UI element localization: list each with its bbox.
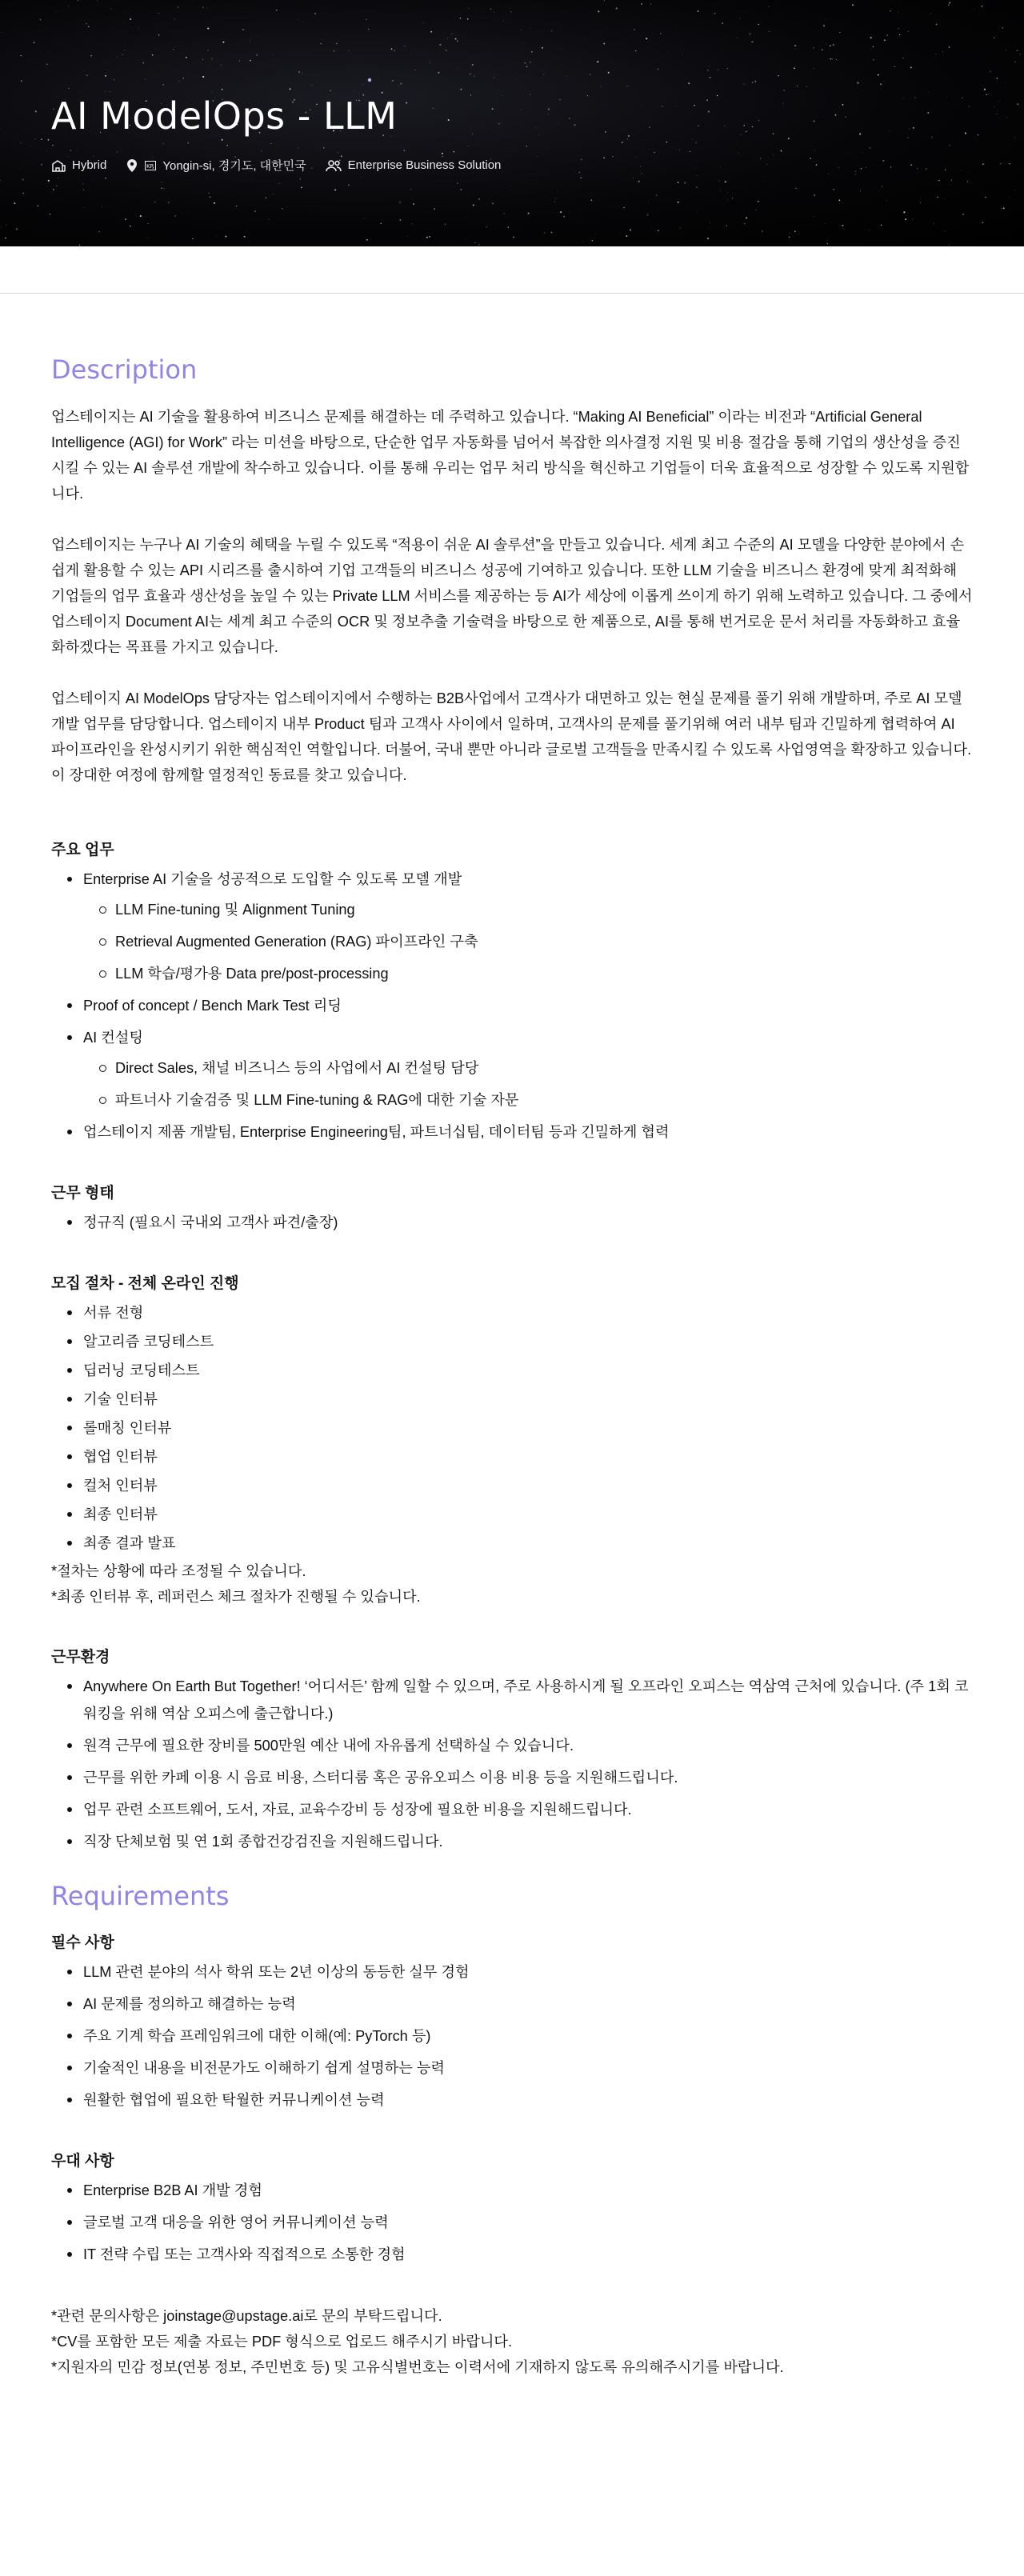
list-item: 주요 기계 학습 프레임워크에 대한 이해(예: PyTorch 등) (51, 2022, 973, 2050)
list-item: 근무를 위한 카페 이용 시 음료 비용, 스터디룸 혹은 공유오피스 이용 비용 등을 지원해드립니다. (51, 1764, 973, 1791)
list-item-text: Enterprise AI 기술을 성공적으로 도입할 수 있도록 모델 개발 (83, 871, 462, 887)
description-paragraph: 업스테이지는 누구나 AI 기술의 혜택을 누릴 수 있도록 “적용이 쉬운 AI 솔루션”을 만들고 있습니다. 세계 최고 수준의 AI 모델을 다양한 분야에서 손쉽게 활용할 수 있는 API 시리즈를 출시하여 기업 고객들의 비즈니스 성공에 기여하고 있습니다. 또한 LLM 기술을 비즈니스 환경에 맞게 최적화해 기업들의 업무 효율과 생산성을 높일 수 있는 Private LLM 서비스를 제공하는 등 AI가 세상에 이롭게 쓰이게 하기 위해 노력하고 있습니다. 그 중에서 업스테이지 Document AI는 세계 최고 수준의 OCR 및 정보추출 기술력을 바탕으로 한 제품으로, AI를 통해 번거로운 문서 처리를 자동화하고 효율화하겠다는 목표를 가지고 있습니다. (51, 537, 973, 655)
list-item (51, 1024, 973, 1114)
job-description-body (0, 354, 1024, 2380)
section-divider (0, 293, 1024, 294)
list-item: LLM Fine-tuning 및 Alignment Tuning (83, 896, 973, 923)
process-heading: 모집 절차 - 전체 온라인 진행 (51, 1275, 239, 1292)
meta-team-text: Enterprise Business Solution (347, 158, 502, 172)
list-item: 직장 단체보험 및 연 1회 종합건강검진을 지원해드립니다. (51, 1828, 973, 1855)
list-item: Enterprise B2B AI 개발 경험 (51, 2177, 973, 2204)
list-item: 파트너사 기술검증 및 LLM Fine-tuning & RAG에 대한 기술 자문 (83, 1086, 973, 1114)
list-item: 원활한 협업에 필요한 탁월한 커뮤니케이션 능력 (51, 2086, 973, 2114)
meta-team (326, 158, 502, 172)
list-item: 정규직 (필요시 국내외 고객사 파견/출장) (51, 1209, 973, 1236)
list-item: LLM 관련 분야의 석사 학위 또는 2년 이상의 동등한 실무 경험 (51, 1958, 973, 1986)
list-item-text: AI 컨설팅 (83, 1030, 143, 1046)
description-paragraph: 업스테이지 AI ModelOps 담당자는 업스테이지에서 수행하는 B2B사업에서 고객사가 대면하고 있는 현실 문제를 풀기 위해 개발하며, 주로 AI 모델 개발 업무를 담당합니다. 업스테이지 내부 Product 팀과 고객사 사이에서 일하며, 고객사의 문제를 풀기위해 여러 내부 팀과 긴밀하게 협력하여 AI 파이프라인을 완성시키기 위한 핵심적인 역할입니다. 더불어, 국내 뿐만 아니라 글로벌 고객들을 만족시킬 수 있도록 사업영역을 확장하고 있습니다. 이 장대한 여정에 함께할 열정적인 동료를 찾고 있습니다. (51, 690, 972, 783)
required-heading: 필수 사항 (51, 1934, 114, 1951)
hero-content (51, 94, 501, 174)
employment-section (51, 1181, 973, 1236)
list-item: 롤매칭 인터뷰 (51, 1414, 973, 1442)
requirements-heading: Requirements (51, 1881, 230, 1911)
list-item: 글로벌 고객 대응을 위한 영어 커뮤니케이션 능력 (51, 2209, 973, 2236)
flag-icon (145, 161, 156, 170)
meta-workplace-text: Hybrid (72, 158, 107, 172)
list-item: Anywhere On Earth But Together! ‘어디서든’ 함께 일할 수 있으며, 주로 사용하시게 될 오프라인 오피스는 역삼역 근처에 있습니다. (주 1회 코워킹을 위해 역삼 오피스에 출근합니다.) (51, 1673, 973, 1727)
building-icon (51, 158, 66, 173)
list-item: 컬처 인터뷰 (51, 1472, 973, 1499)
list-item-text: Proof of concept / Bench Mark Test 리딩 (83, 998, 342, 1014)
environment-heading: 근무환경 (51, 1649, 110, 1666)
process-note: *절차는 상황에 따라 조정될 수 있습니다. (51, 1563, 306, 1579)
list-item: 기술 인터뷰 (51, 1386, 973, 1413)
employment-heading: 근무 형태 (51, 1185, 114, 1202)
list-item: 업무 관련 소프트웨어, 도서, 자료, 교육수강비 등 성장에 필요한 비용을 지원해드립니다. (51, 1796, 973, 1823)
duties-section (51, 838, 973, 1146)
location-pin-icon (126, 158, 138, 173)
list-item: 협업 인터뷰 (51, 1443, 973, 1470)
list-item: 알고리즘 코딩테스트 (51, 1328, 973, 1355)
required-section (51, 1930, 973, 2114)
list-item: 기술적인 내용을 비전문가도 이해하기 쉽게 설명하는 능력 (51, 2054, 973, 2082)
duties-list (51, 866, 973, 1146)
contact-notes (51, 2303, 973, 2380)
contact-note: *지원자의 민감 정보(연봉 정보, 주민번호 등) 및 고유식별번호는 이력서에 기재하지 않도록 유의해주시기를 바랍니다. (51, 2359, 784, 2375)
process-section (51, 1271, 973, 1610)
hero-banner (0, 0, 1024, 246)
list-item: Direct Sales, 채널 비즈니스 등의 사업에서 AI 컨설팅 담당 (83, 1054, 973, 1082)
list-item: 딥러닝 코딩테스트 (51, 1357, 973, 1384)
required-list (51, 1958, 973, 2114)
svg-text:KR: KR (146, 162, 154, 170)
job-meta (51, 157, 501, 174)
duties-heading: 주요 업무 (51, 842, 114, 858)
list-item: IT 전략 수립 또는 고객사와 직접적으로 소통한 경험 (51, 2241, 973, 2268)
duties-sublist (83, 896, 973, 987)
list-item (51, 866, 973, 987)
environment-list (51, 1673, 973, 1855)
process-note: *최종 인터뷰 후, 레퍼런스 체크 절차가 진행될 수 있습니다. (51, 1589, 421, 1605)
list-item: 최종 인터뷰 (51, 1501, 973, 1528)
process-list (51, 1299, 973, 1557)
meta-location-text: Yongin-si, 경기도, 대한민국 (162, 159, 306, 173)
contact-note: *관련 문의사항은 joinstage@upstage.ai로 문의 부탁드립니다. (51, 2308, 442, 2324)
list-item (51, 992, 973, 1019)
employment-list (51, 1209, 973, 1236)
job-title: AI ModelOps - LLM (51, 94, 398, 138)
meta-workplace (51, 158, 106, 173)
environment-section (51, 1645, 973, 1855)
people-icon (326, 159, 342, 172)
list-item: 원격 근무에 필요한 장비를 500만원 예산 내에 자유롭게 선택하실 수 있습니다. (51, 1732, 973, 1759)
description-paragraphs (51, 404, 973, 788)
list-item (51, 1118, 973, 1146)
list-item: AI 문제를 정의하고 해결하는 능력 (51, 1990, 973, 2018)
list-item: 서류 전형 (51, 1299, 973, 1326)
contact-note: *CV를 포함한 모든 제출 자료는 PDF 형식으로 업로드 해주시기 바랍니다. (51, 2334, 513, 2350)
meta-location (126, 157, 306, 174)
list-item: LLM 학습/평가용 Data pre/post-processing (83, 960, 973, 987)
list-item: 최종 결과 발표 (51, 1530, 973, 1557)
preferred-list (51, 2177, 973, 2268)
description-paragraph: 업스테이지는 AI 기술을 활용하여 비즈니스 문제를 해결하는 데 주력하고 있습니다. “Making AI Beneficial” 이라는 비전과 “Artificial General Intelligence (AGI) for Work” 라는 미션을 바탕으로, 단순한 업무 자동화를 넘어서 복잡한 의사결정 지원 및 비용 절감을 통해 기업의 생산성을 증진시킬 수 있는 AI 솔루션 개발에 착수하고 있습니다. 이를 통해 우리는 업무 처리 방식을 혁신하고 기업들이 더욱 효율적으로 성장할 수 있도록 지원합니다. (51, 409, 970, 502)
list-item-text: 업스테이지 제품 개발팀, Enterprise Engineering팀, 파트너십팀, 데이터팀 등과 긴밀하게 협력 (83, 1124, 670, 1140)
preferred-heading: 우대 사항 (51, 2153, 114, 2170)
list-item: Retrieval Augmented Generation (RAG) 파이프라인 구축 (83, 928, 973, 955)
preferred-section (51, 2149, 973, 2268)
description-heading: Description (51, 354, 198, 385)
duties-sublist (83, 1054, 973, 1114)
